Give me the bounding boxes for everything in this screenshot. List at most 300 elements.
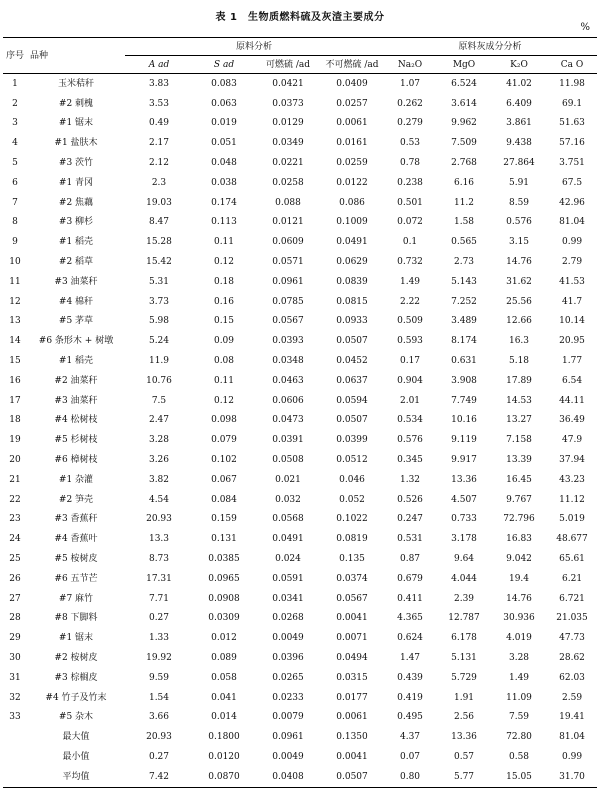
row-name: 最大值	[62, 732, 90, 743]
row-value: 0.0463	[272, 375, 304, 386]
row-value: 0.052	[339, 494, 365, 505]
row-seq: 16	[9, 375, 21, 386]
row-value: 2.73	[453, 257, 475, 268]
row-value: 0.58	[508, 751, 530, 762]
row-value: 0.0508	[272, 455, 304, 466]
table-row	[3, 292, 597, 312]
row-value: 0.083	[211, 78, 237, 89]
header-seq: 序号	[3, 38, 27, 74]
row-value: 13.36	[451, 732, 477, 743]
row-value: 0.0473	[272, 415, 304, 426]
row-value: 41.02	[506, 78, 532, 89]
row-value: 0.12	[213, 395, 235, 406]
row-value: 72.796	[503, 514, 535, 525]
row-name: #3 棕榈皮	[54, 672, 98, 683]
row-value: 2.56	[453, 712, 475, 723]
row-value: 0.0491	[336, 237, 368, 248]
row-value: 69.1	[562, 98, 583, 109]
row-name: #4 松树枝	[54, 415, 98, 426]
row-name: #1 青冈	[58, 177, 94, 188]
row-value: 6.54	[562, 375, 583, 386]
row-value: 12.66	[506, 316, 532, 327]
table-row	[3, 450, 597, 470]
header-group-fuel-analysis: 原料分析	[125, 38, 383, 56]
row-value: 0.576	[506, 217, 532, 228]
row-value: 0.0049	[272, 751, 304, 762]
row-value: 0.1800	[208, 732, 240, 743]
row-value: 1.49	[508, 672, 530, 683]
row-value: 51.63	[559, 118, 585, 129]
row-value: 0.576	[397, 435, 423, 446]
row-value: 0.0257	[336, 98, 368, 109]
row-value: 0.012	[211, 633, 237, 644]
row-value: 11.2	[453, 197, 475, 208]
row-value: 0.11	[213, 237, 235, 248]
row-value: 0.0349	[272, 138, 304, 149]
row-value: 1.91	[453, 692, 475, 703]
row-value: 14.76	[506, 593, 532, 604]
table-title: 表 1 生物质燃料硫及灰渣主要成分	[215, 12, 385, 23]
row-value: 2.01	[399, 395, 421, 406]
row-value: 3.28	[508, 653, 530, 663]
row-name: 最小值	[62, 751, 90, 762]
row-value: 0.0049	[272, 633, 304, 644]
table-row	[3, 767, 597, 787]
row-seq: 14	[9, 336, 21, 347]
row-value: 0.12	[213, 257, 235, 268]
row-value: 5.019	[559, 514, 585, 525]
row-value: 0.1022	[336, 514, 368, 525]
row-seq: 28	[9, 613, 21, 624]
row-name: #4 香蕉叶	[54, 534, 98, 545]
row-value: 13.27	[506, 415, 532, 426]
row-value: 41.53	[559, 276, 585, 287]
row-value: 6.409	[506, 98, 532, 109]
table-row	[3, 688, 597, 708]
row-value: 8.59	[508, 197, 530, 208]
table-row	[3, 312, 597, 332]
header-group-ash-analysis: 原料灰成分分析	[383, 38, 597, 56]
row-value: 0.0121	[272, 217, 304, 228]
table-row	[3, 371, 597, 391]
row-value: 0.0258	[272, 177, 304, 188]
row-value: 0.0785	[272, 296, 304, 307]
row-value: 0.0567	[272, 316, 304, 327]
row-name: #3 香蕉秆	[54, 514, 98, 525]
row-value: 0.019	[211, 118, 237, 129]
row-name: 玉米秸秆	[57, 78, 94, 89]
row-value: 6.16	[453, 177, 475, 188]
row-seq: 2	[12, 98, 18, 109]
row-name: #1 稻壳	[58, 237, 94, 248]
table-row	[3, 648, 597, 668]
row-value: 7.42	[125, 767, 193, 787]
row-value: 5.98	[148, 316, 170, 327]
row-value: 14.53	[506, 395, 532, 406]
table-row	[3, 252, 597, 272]
row-value: 2.12	[148, 158, 170, 169]
row-value: 13.36	[451, 474, 477, 485]
row-value: 0.732	[397, 257, 423, 268]
row-seq: 15	[9, 356, 21, 367]
row-name: #1 锯末	[58, 118, 94, 129]
row-value: 0.0933	[336, 316, 368, 327]
row-value: 0.16	[213, 296, 235, 307]
row-value: 41.7	[562, 296, 583, 307]
header-col: K₂O	[491, 56, 547, 74]
row-name: #7 麻竹	[58, 593, 94, 604]
row-seq: 6	[12, 177, 18, 188]
row-value: 3.26	[148, 455, 170, 466]
row-name: #1 锯末	[58, 633, 94, 644]
row-seq: 1	[12, 78, 18, 89]
row-value: 0.0491	[272, 534, 304, 545]
row-value: 0.0637	[336, 375, 368, 386]
row-value: 0.0309	[208, 613, 240, 624]
row-value: 0.0606	[272, 395, 304, 406]
row-value: 0.1009	[336, 217, 368, 228]
row-value: 2.22	[399, 296, 421, 307]
row-value: 6.524	[451, 78, 477, 89]
row-value: 16.45	[506, 474, 532, 485]
row-value: 81.04	[559, 732, 585, 743]
row-value: 0.262	[397, 98, 423, 109]
row-value: 0.0629	[336, 257, 368, 268]
row-seq: 17	[9, 395, 21, 406]
table-row	[3, 114, 597, 134]
row-value: 0.99	[562, 751, 583, 762]
table-row	[3, 153, 597, 173]
row-value: 0.1350	[336, 732, 368, 743]
row-value: 0.238	[397, 177, 423, 188]
row-value: 0.509	[397, 316, 423, 327]
row-seq: 30	[9, 653, 21, 663]
row-name: #2 焦藕	[58, 197, 94, 208]
row-name: #3 柳杉	[58, 217, 94, 228]
row-value: 0.624	[397, 633, 423, 644]
row-value: 72.80	[506, 732, 532, 743]
row-value: 0.0421	[272, 78, 304, 89]
row-value: 47.9	[562, 435, 583, 446]
row-value: 0.014	[211, 712, 237, 723]
row-value: 0.038	[211, 177, 237, 188]
row-value: 0.0591	[272, 573, 304, 584]
table-row	[3, 549, 597, 569]
row-value: 2.79	[562, 257, 583, 268]
row-seq: 7	[12, 197, 18, 208]
row-value: 0.0265	[272, 672, 304, 683]
row-value: 5.31	[148, 276, 170, 287]
row-seq: 22	[9, 494, 21, 505]
row-value: 0.09	[213, 336, 235, 347]
row-value: 9.64	[453, 554, 475, 565]
row-value: 0.0120	[208, 751, 240, 762]
row-value: 0.098	[211, 415, 237, 426]
table-row	[3, 529, 597, 549]
row-value: 3.66	[148, 712, 170, 723]
row-value: 0.0839	[336, 276, 368, 287]
row-value: 4.365	[397, 613, 423, 624]
row-value: 19.4	[508, 573, 530, 584]
row-value: 0.18	[213, 276, 235, 287]
row-value: 7.749	[451, 395, 477, 406]
table-body	[3, 74, 597, 788]
row-value: 0.0567	[336, 593, 368, 604]
row-value: 2.3	[151, 177, 167, 188]
row-value: 0.0819	[336, 534, 368, 545]
row-value: 0.279	[397, 118, 423, 129]
row-value: 0.0568	[272, 514, 304, 525]
row-value: 36.49	[559, 415, 585, 426]
row-value: 3.489	[451, 316, 477, 327]
row-value: 9.767	[506, 494, 532, 505]
row-value: 3.178	[451, 534, 477, 545]
row-value: 0.27	[148, 751, 170, 762]
row-value: 0.046	[339, 474, 365, 485]
row-value: 0.0129	[272, 118, 304, 129]
row-value: 0.0396	[272, 653, 304, 663]
row-value: 48.677	[556, 534, 588, 545]
row-value: 7.71	[148, 593, 170, 604]
row-seq	[3, 727, 27, 747]
row-value: 0.0221	[272, 158, 304, 169]
row-name: #2 桉树皮	[54, 653, 98, 663]
row-value: 0.0399	[336, 435, 368, 446]
row-name: #2 稻草	[58, 257, 94, 268]
row-value: 0.27	[148, 613, 170, 624]
row-value: 0.49	[148, 118, 170, 129]
row-value: 0.0409	[336, 78, 368, 89]
row-value: 2.17	[148, 138, 170, 149]
row-value: 9.962	[451, 118, 477, 129]
row-seq: 5	[12, 158, 18, 169]
row-value: 0.733	[451, 514, 477, 525]
row-value: 0.11	[213, 375, 235, 386]
row-value: 0.439	[397, 672, 423, 683]
row-seq: 20	[9, 455, 21, 466]
row-value: 0.0571	[272, 257, 304, 268]
row-value: 27.864	[503, 158, 535, 169]
row-value: 0.0512	[336, 455, 368, 466]
row-name: #5 桉树皮	[54, 554, 98, 565]
row-value: 0.0507	[336, 415, 368, 426]
row-value: 7.252	[451, 296, 477, 307]
row-value: 8.47	[148, 217, 170, 228]
row-value: 0.80	[383, 767, 437, 787]
row-value: 67.5	[562, 177, 583, 188]
row-value: 3.53	[148, 98, 170, 109]
row-value: 0.17	[399, 356, 421, 367]
row-value: 1.47	[399, 653, 421, 663]
row-value: 4.37	[399, 732, 421, 743]
row-value: 0.247	[397, 514, 423, 525]
row-seq	[3, 767, 27, 787]
row-value: 0.593	[397, 336, 423, 347]
table-row	[3, 569, 597, 589]
row-name: #2 刺槐	[58, 98, 94, 109]
row-value: 0.0348	[272, 356, 304, 367]
table-row	[3, 272, 597, 292]
row-value: 0.024	[275, 554, 301, 565]
row-value: 0.345	[397, 455, 423, 466]
table-row	[3, 193, 597, 213]
row-value: 62.03	[559, 672, 585, 683]
row-value: 5.729	[451, 672, 477, 683]
row-value: 4.019	[506, 633, 532, 644]
row-value: 5.143	[451, 276, 477, 287]
row-value: 11.9	[148, 356, 170, 367]
row-value: 0.0341	[272, 593, 304, 604]
row-name: #2 笋壳	[58, 494, 94, 505]
row-value: 0.57	[453, 751, 475, 762]
row-value: 0.904	[397, 375, 423, 386]
row-value: 1.77	[562, 356, 583, 367]
row-name: #3 茨竹	[58, 158, 94, 169]
row-value: 10.16	[451, 415, 477, 426]
row-value: 0.0071	[336, 633, 368, 644]
row-value: 0.631	[451, 356, 477, 367]
row-value: 0.0374	[336, 573, 368, 584]
row-seq: 25	[9, 554, 21, 565]
row-value: 0.0594	[336, 395, 368, 406]
row-seq: 32	[9, 692, 21, 703]
row-value: 3.751	[559, 158, 585, 169]
row-value: 0.501	[397, 197, 423, 208]
row-value: 14.76	[506, 257, 532, 268]
row-value: 15.28	[146, 237, 172, 248]
table-row	[3, 609, 597, 629]
row-value: 0.0393	[272, 336, 304, 347]
row-value: 0.0161	[336, 138, 368, 149]
row-seq: 21	[9, 474, 21, 485]
table-row	[3, 510, 597, 530]
row-value: 0.0061	[336, 118, 368, 129]
header-col: Ca O	[547, 56, 597, 74]
row-value: 0.0061	[336, 712, 368, 723]
row-value: 0.679	[397, 573, 423, 584]
row-value: 0.534	[397, 415, 423, 426]
row-value: 0.411	[397, 593, 423, 604]
row-value: 25.56	[506, 296, 532, 307]
row-value: 17.89	[506, 375, 532, 386]
table-row	[3, 351, 597, 371]
row-value: 0.0609	[272, 237, 304, 248]
row-name: #3 油菜秆	[54, 276, 98, 287]
row-value: 0.565	[451, 237, 477, 248]
data-table	[3, 37, 597, 788]
row-value: 47.73	[559, 633, 585, 644]
row-seq: 18	[9, 415, 21, 426]
row-value: 0.0391	[272, 435, 304, 446]
row-value: 0.0041	[336, 751, 368, 762]
row-value: 5.77	[437, 767, 491, 787]
header-col: 不可燃硫 /ad	[321, 56, 383, 74]
row-value: 11.98	[559, 78, 585, 89]
header-col: 可燃硫 /ad	[255, 56, 321, 74]
row-value: 0.0870	[193, 767, 255, 787]
row-value: 19.41	[559, 712, 585, 723]
row-value: 13.39	[506, 455, 532, 466]
row-value: 0.131	[211, 534, 237, 545]
row-value: 0.079	[211, 435, 237, 446]
row-value: 28.62	[559, 653, 585, 663]
row-value: 4.507	[451, 494, 477, 505]
row-value: 0.53	[399, 138, 421, 149]
header-col: A ad	[125, 56, 193, 74]
row-value: 0.495	[397, 712, 423, 723]
row-value: 0.0268	[272, 613, 304, 624]
row-value: 1.32	[399, 474, 421, 485]
row-value: 0.051	[211, 138, 237, 149]
row-value: 3.861	[506, 118, 532, 129]
row-value: 0.0408	[255, 767, 321, 787]
row-value: 0.0233	[272, 692, 304, 703]
table-row	[3, 470, 597, 490]
row-value: 0.87	[399, 554, 421, 565]
row-value: 10.14	[559, 316, 585, 327]
row-value: 0.174	[211, 197, 237, 208]
row-value: 0.0041	[336, 613, 368, 624]
table-row	[3, 94, 597, 114]
row-name: #5 杉树枝	[54, 435, 98, 446]
row-value: 0.135	[339, 554, 365, 565]
row-seq: 3	[12, 118, 18, 129]
row-value: 31.62	[506, 276, 532, 287]
row-value: 2.768	[451, 158, 477, 169]
row-value: 44.11	[559, 395, 585, 406]
row-value: 13.3	[148, 534, 170, 545]
row-value: 11.09	[506, 692, 532, 703]
row-value: 8.174	[451, 336, 477, 347]
row-value: 3.83	[148, 78, 170, 89]
row-value: 17.31	[146, 573, 172, 584]
unit-label: %	[580, 22, 590, 33]
row-name: #5 茅草	[58, 316, 94, 327]
row-seq: 13	[9, 316, 21, 327]
row-value: 0.058	[211, 672, 237, 683]
row-value: 7.158	[506, 435, 532, 446]
row-value: 3.614	[451, 98, 477, 109]
row-value: 8.73	[148, 554, 170, 565]
row-value: 4.044	[451, 573, 477, 584]
row-name: #5 杂木	[58, 712, 94, 723]
row-value: 12.787	[448, 613, 480, 624]
row-name: #1 杂灌	[58, 474, 94, 485]
row-value: 0.072	[397, 217, 423, 228]
row-value: 9.917	[451, 455, 477, 466]
row-seq: 10	[9, 257, 21, 268]
row-seq: 29	[9, 633, 21, 644]
row-value: 7.59	[508, 712, 530, 723]
row-value: 65.61	[559, 554, 585, 565]
row-value: 0.0815	[336, 296, 368, 307]
table-row	[3, 74, 597, 94]
table-row	[3, 628, 597, 648]
table-row	[3, 411, 597, 431]
row-value: 57.16	[559, 138, 585, 149]
row-seq: 4	[12, 138, 18, 149]
row-name: 平均值	[27, 767, 125, 787]
row-value: 0.0079	[272, 712, 304, 723]
row-value: 3.73	[148, 296, 170, 307]
row-value: 0.0961	[272, 276, 304, 287]
row-value: 7.5	[151, 395, 167, 406]
row-value: 0.0507	[321, 767, 383, 787]
row-value: 0.102	[211, 455, 237, 466]
row-name: #6 条形木 + 树墩	[38, 336, 114, 347]
row-seq: 9	[12, 237, 18, 248]
row-value: 9.119	[451, 435, 477, 446]
